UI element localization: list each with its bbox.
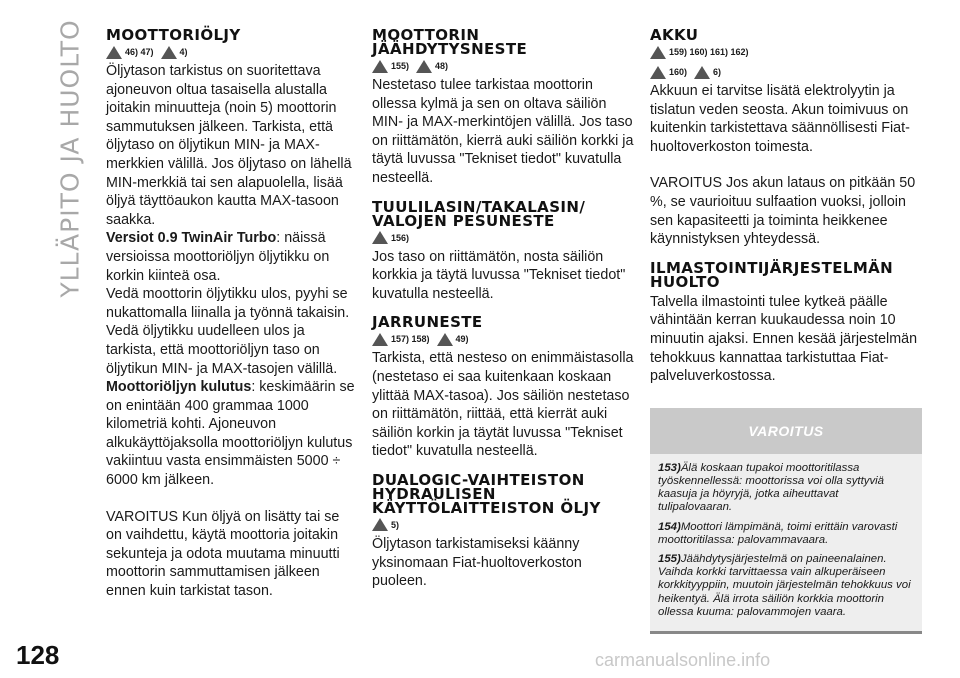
dualogic-text: Öljytason tarkistamiseksi käänny yksinomaan Fiat-huoltoverkoston puoleen. (372, 535, 582, 590)
engine-oil-refs: 46) 47) 4) (106, 42, 356, 62)
coolant-refs: 155) 48) (372, 56, 634, 76)
ac-heading: ILMASTOINTIJÄRJESTELMÄN HUOLTO (650, 258, 894, 291)
warning-triangle-icon (372, 333, 388, 346)
footer-watermark: carmanualsonline.info (595, 650, 771, 670)
engine-oil-heading: MOOTTORIÖLJY (106, 26, 241, 44)
battery-text-2: VAROITUS Jos akun lataus on pitkään 50 %, se vaurioituu sulfaation vuoksi, jolloin sen kapasiteetti ja toiminta heikkenee käynnistyksen yhteydessä. (650, 175, 916, 248)
warning-item: 155)Jäähdytysjärjestelmä on paineenalainen. Vaihda korkki tarvittaessa vain alkuperäiseen korkkityyppiin, muutoin järjestelmän tehokkuus voi heikentyä. Älä irrota säiliön korkkia moottorin ollessa kuuma: palovammojen vaara. (658, 552, 911, 618)
brake-fluid-heading: JARRUNESTE (372, 313, 483, 332)
ac-text: Talvella ilmastointi tulee kytkeä päälle vähintään kerran kuukaudessa noin 10 minuutin ajaksi. Ennen kesää järjestelmän tehokkuus kannattaa tarkistuttaa Fiat-palveluverkostossa. (650, 293, 918, 385)
warning-box-body (650, 454, 922, 634)
engine-oil-note: VAROITUS Kun öljyä on lisätty tai se on vaihdettu, käytä moottoria joitakin sekunteja ja odota muutama minuutti moottorin sammuttamisen jälkeen ennen kuin tarkistat tason. (106, 508, 340, 600)
coolant-text: Nestetaso tulee tarkistaa moottorin ollessa kylmä ja sen on oltava säiliön MIN- ja MAX-merkintöjen välillä. Jos taso on riittämätön, kierrä auki säiliön korkki ja täytä luvussa "Tekniset tiedot" kuvatulla nesteellä. (372, 77, 634, 186)
column-2 (372, 28, 634, 591)
warning-box (650, 408, 922, 634)
brake-text: Tarkista, että nesteso on enimmäistasolla (nestetaso ei saa kuitenkaan koskaan ylittää MAX-tasoa). Jos säiliön nestetaso on riittämätön, riittää, että kierrät auki säiliön korkin ja täytät luvussa "Tekniset tiedot" kuvatulla nesteellä. (372, 350, 634, 460)
page-number: 128 (16, 640, 60, 670)
washer-text: Jos taso on riittämätön, nosta säiliön korkkia ja täytä luvussa "Tekniset tiedot" kuvatulla nesteellä. (372, 248, 626, 302)
warning-triangle-icon (437, 333, 453, 346)
engine-oil-para2: Vedä moottorin öljytikku ulos, pyyhi se nukattomalla liinalla ja työnnä takaisin. Vedä öljytikku uudelleen ulos ja tarkista, että moottoriöljyn taso on öljytikun MIN- ja MAX-tasojen välillä. (106, 286, 350, 377)
dualogic-refs: 5) (372, 515, 634, 535)
dualogic-heading: DUALOGIC-VAIHTEISTON HYDRAULISEN KÄYTTÖLAITTEISTON ÖLJY (372, 470, 601, 517)
battery-refs-1: 159) 160) 161) 162) (650, 42, 922, 62)
washer-fluid-heading: TUULILASIN/TAKALASIN/ VALOJEN PESUNESTE (372, 197, 586, 230)
battery-refs-2: 160) 6) (650, 62, 922, 82)
battery-heading: AKKU (650, 26, 699, 44)
warning-triangle-icon (161, 46, 177, 59)
warning-triangle-icon (650, 46, 666, 59)
battery-text-1: Akkuun ei tarvitse lisätä elektrolyytin ja tislatun veden seosta. Akun toimivuus on kuitenkin tarkistettava säännöllisesti Fiat-huoltoverkoston toimesta. (650, 83, 910, 155)
warning-item: 153)Älä koskaan tupakoi moottoritilassa työskennellessä: moottorissa voi olla syttyviä kaasuja ja höyryjä, jotka aiheuttavat tulipalovaaran. (658, 461, 885, 514)
warning-triangle-icon (416, 60, 432, 73)
warning-triangle-icon (694, 66, 710, 79)
engine-oil-versions: Versiot 0.9 TwinAir Turbo: näissä versioissa moottoriöljyn öljytikku on korkin kiinteä osa. (106, 230, 330, 284)
warning-item: 154)Moottori lämpimänä, toimi erittäin varovasti moottoritilassa: palovammavaara. (658, 520, 898, 546)
brake-refs: 157) 158) 49) (372, 329, 634, 349)
engine-oil-para1: Öljytason tarkistus on suoritettava ajoneuvon oltua tasaisella alustalla joitakin minuutteja (noin 5) moottorin sammutuksen jälkeen. Tarkista, että öljytaso on öljytikun MIN- ja MAX-merkkien välillä. Jos öljytaso on lähellä MIN-merkkiä tai sen alapuolella, lisää öljyä täyttöaukon kautta MAX-tasoon saakka. (106, 63, 352, 228)
warning-triangle-icon (650, 66, 666, 79)
engine-oil-consumption: Moottoriöljyn kulutus: keskimäärin se on enintään 400 grammaa 1000 kilometriä kohti. Ajoneuvon alkukäyttöjaksolla moottoriöljyn kulutus vakiintuu vasta ensimmäisten 5000 ÷ 6000 km jälkeen. (106, 379, 355, 489)
warning-triangle-icon (372, 231, 388, 244)
section-side-title: YLLÄPITO JA HUOLTO (55, 18, 85, 298)
warning-triangle-icon (372, 60, 388, 73)
column-1 (106, 28, 356, 601)
warning-triangle-icon (372, 518, 388, 531)
warning-triangle-icon (106, 46, 122, 59)
column-3 (650, 28, 922, 634)
washer-refs: 156) (372, 228, 634, 248)
warning-box-title: VAROITUS (650, 408, 922, 454)
coolant-heading: MOOTTORIN JÄÄHDYTYSNESTE (372, 26, 528, 58)
